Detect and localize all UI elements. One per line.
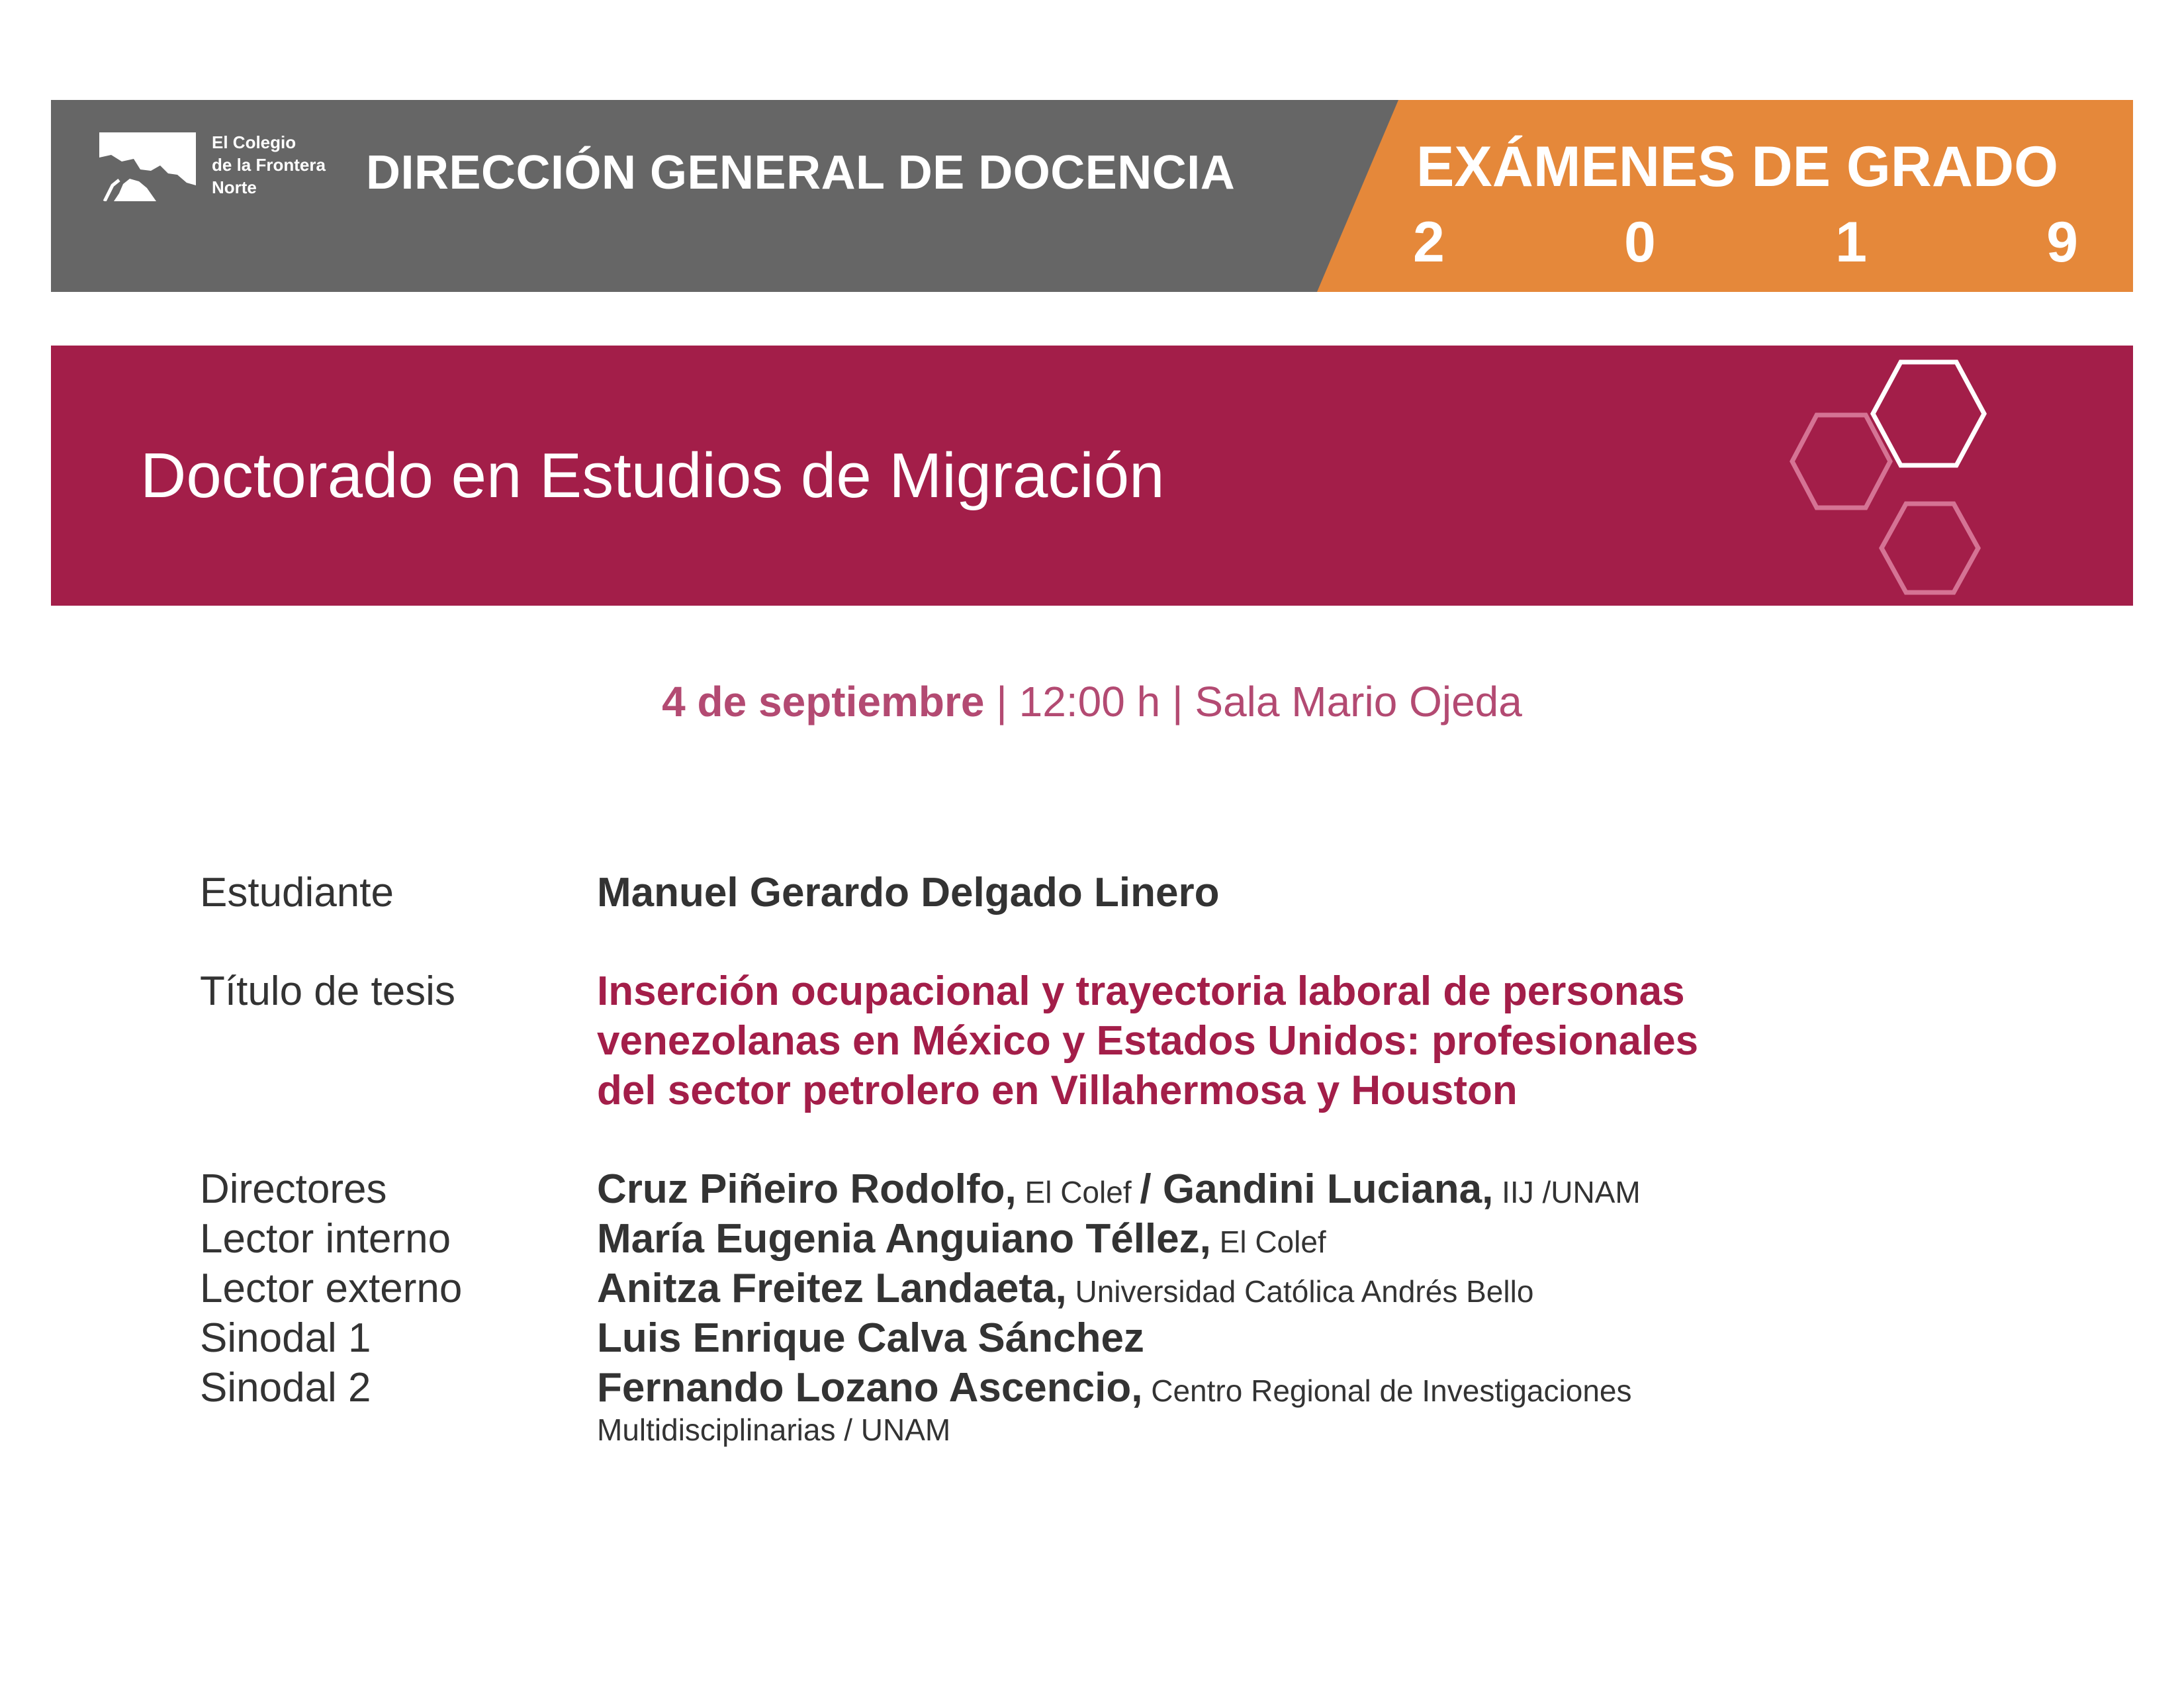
header-title: DIRECCIÓN GENERAL DE DOCENCIA [366, 146, 1236, 199]
hexagon-pink-icon [1792, 415, 1890, 508]
thesis-title [597, 966, 1854, 1115]
external-reader-institution: Universidad Católica Andrés Bello [1066, 1274, 1534, 1309]
logo-wordmark [212, 131, 326, 199]
logo-line-2: de la Frontera [212, 155, 326, 175]
student-name [597, 868, 1219, 917]
colef-logo [99, 131, 338, 210]
separator: | [984, 678, 1019, 725]
hexagon-pink-icon [1882, 504, 1978, 592]
student-name-text: Manuel Gerardo Delgado Linero [597, 870, 1220, 915]
director2-name: / Gandini Luciana, [1140, 1166, 1494, 1212]
directors-label: Directores [200, 1166, 387, 1212]
external-reader-value [597, 1264, 1533, 1317]
thesis-line: venezolanas en México y Estados Unidos: profesionales [597, 1018, 1699, 1064]
external-reader-name: Anitza Freitez Landaeta, [597, 1266, 1067, 1311]
external-reader-label: Lector externo [200, 1266, 463, 1311]
internal-reader-name: María Eugenia Anguiano Téllez, [597, 1216, 1211, 1262]
year-digit: 1 [1835, 210, 1867, 274]
director2-institution: IIJ /UNAM [1493, 1175, 1641, 1209]
sinodal1-name: Luis Enrique Calva Sánchez [597, 1315, 1144, 1361]
year-digit: 0 [1624, 210, 1656, 274]
director1-institution: El Colef [1016, 1175, 1140, 1209]
program-band [51, 346, 2133, 606]
mountain-logo-icon [99, 132, 196, 201]
director1-name: Cruz Piñeiro Rodolfo, [597, 1166, 1017, 1212]
sinodal1-label: Sinodal 1 [200, 1315, 371, 1361]
sinodal2-institution: Centro Regional de Investigaciones [1142, 1374, 1632, 1408]
thesis-line: del sector petrolero en Villahermosa y Houston [597, 1068, 1518, 1113]
directors-value [597, 1164, 1641, 1217]
internal-reader-label: Lector interno [200, 1216, 451, 1262]
event-date: 4 de septiembre [662, 678, 985, 725]
logo-line-3: Norte [212, 177, 257, 197]
year-digit: 2 [1413, 210, 1445, 274]
internal-reader-value [597, 1214, 1326, 1267]
sinodal2-value [597, 1363, 1631, 1416]
sinodal1-value [597, 1313, 1144, 1363]
event-info [0, 675, 2184, 728]
sinodal2-name: Fernando Lozano Ascencio, [597, 1365, 1143, 1411]
program-title: Doctorado en Estudios de Migración [140, 440, 1165, 511]
exam-year [1413, 209, 2078, 275]
sinodal2-institution-line2: Multidisciplinarias / UNAM [597, 1413, 951, 1447]
hexagons-decoration-icon [1785, 359, 2063, 597]
event-time: 12:00 h [1019, 678, 1161, 725]
exam-title: EXÁMENES DE GRADO [1416, 135, 2059, 199]
thesis-line: Inserción ocupacional y trayectoria laboral de personas [597, 968, 1685, 1014]
internal-reader-institution: El Colef [1210, 1225, 1326, 1259]
thesis-label: Título de tesis [200, 968, 455, 1014]
logo-line-1: El Colegio [212, 132, 296, 152]
event-room: Sala Mario Ojeda [1195, 678, 1522, 725]
student-label: Estudiante [200, 870, 394, 915]
hexagon-white-icon [1873, 362, 1984, 465]
year-digit: 9 [2046, 210, 2078, 274]
sinodal2-label: Sinodal 2 [200, 1365, 371, 1411]
separator: | [1160, 678, 1195, 725]
